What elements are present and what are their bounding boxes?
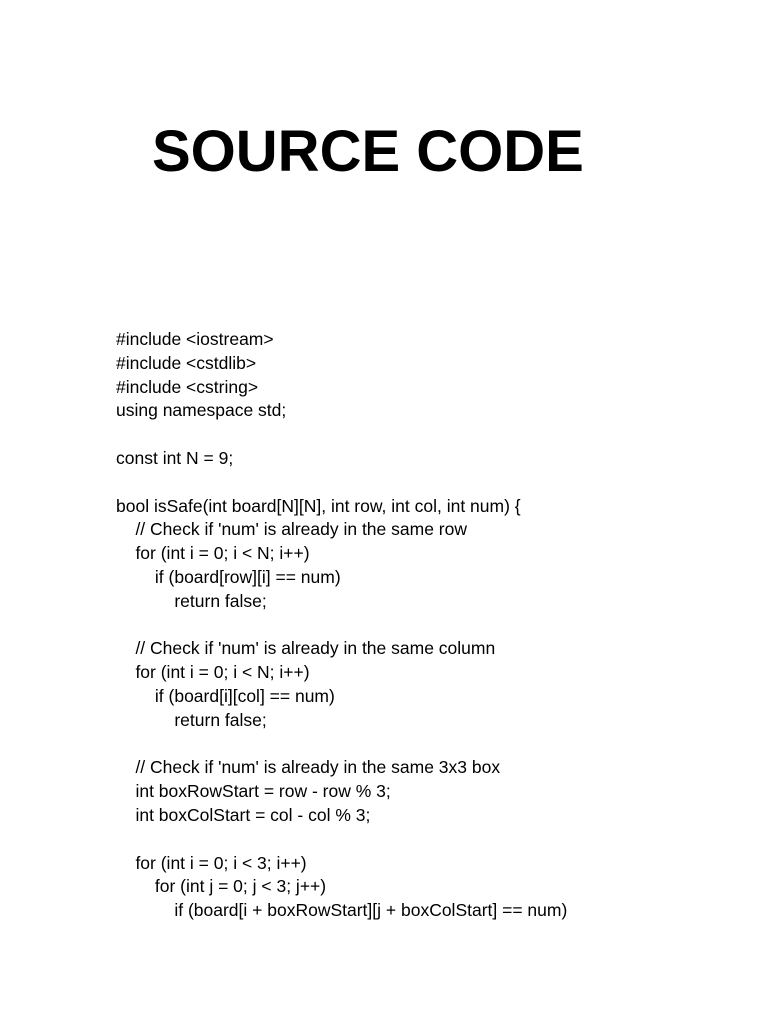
- code-line: [116, 423, 756, 447]
- code-line: [116, 471, 756, 495]
- code-line: for (int i = 0; i < 3; i++): [116, 852, 307, 873]
- code-line: int boxRowStart = row - row % 3;: [116, 781, 391, 802]
- code-line: return false;: [116, 590, 267, 611]
- code-line: return false;: [116, 709, 267, 730]
- code-line: bool isSafe(int board[N][N], int row, int col, int num) {: [116, 495, 521, 516]
- code-line: using namespace std;: [116, 400, 287, 421]
- code-line: #include <iostream>: [116, 329, 274, 349]
- code-block: [116, 328, 756, 923]
- code-line: [116, 828, 756, 852]
- page-title: SOURCE CODE: [152, 119, 584, 184]
- code-line: if (board[i][col] == num): [116, 685, 335, 706]
- code-line: [116, 733, 756, 757]
- code-line: // Check if 'num' is already in the same row: [116, 519, 467, 540]
- code-line: if (board[i + boxRowStart][j + boxColStart] == num): [116, 900, 568, 921]
- code-line: for (int j = 0; j < 3; j++): [116, 876, 327, 897]
- code-line: // Check if 'num' is already in the same column: [116, 638, 496, 659]
- code-line: [116, 614, 756, 638]
- code-line: for (int i = 0; i < N; i++): [116, 662, 310, 683]
- code-line: for (int i = 0; i < N; i++): [116, 543, 310, 564]
- code-line: if (board[row][i] == num): [116, 566, 341, 587]
- code-line: #include <cstdlib>: [116, 352, 257, 373]
- code-line: #include <cstring>: [116, 376, 259, 397]
- code-line: int boxColStart = col - col % 3;: [116, 804, 371, 825]
- code-line: const int N = 9;: [116, 447, 234, 468]
- code-line: // Check if 'num' is already in the same 3x3 box: [116, 757, 501, 778]
